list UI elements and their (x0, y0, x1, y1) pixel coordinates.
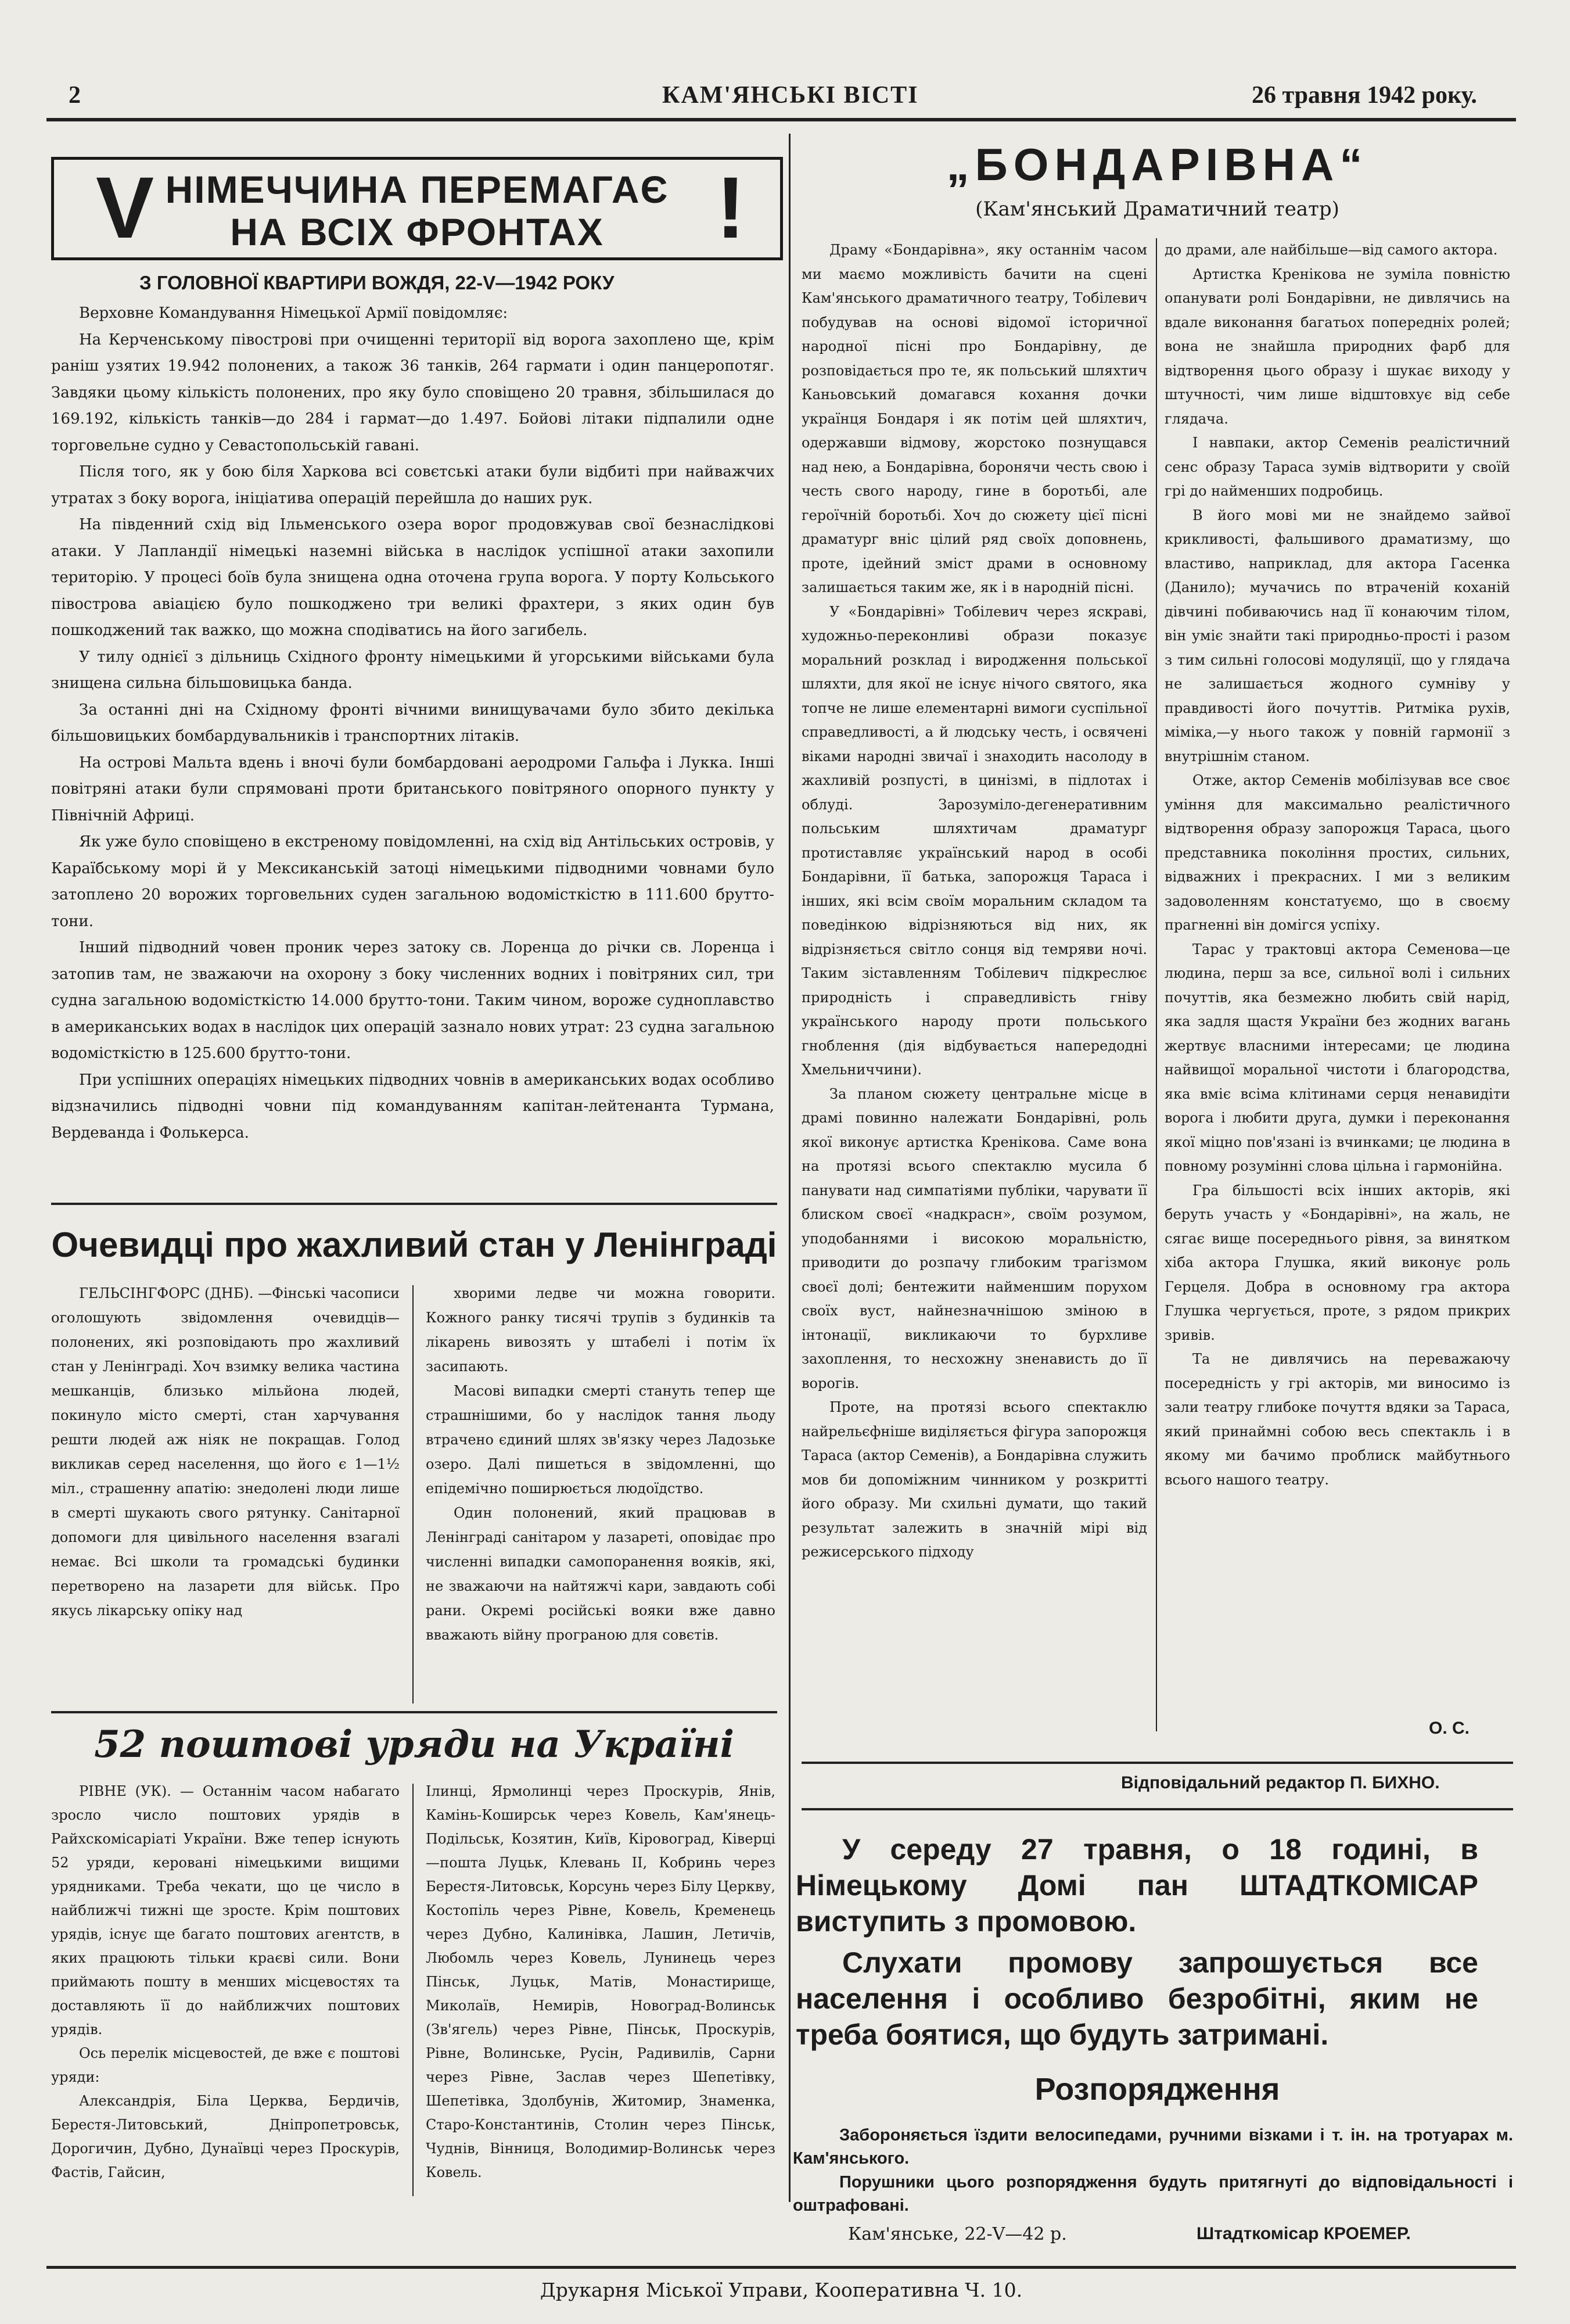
printer-imprint: Друкарня Міської Управи, Кооперативна Ч. 10. (540, 2279, 1023, 2301)
post-paragraph: Александрія, Біла Церква, Бердичів, Берестя-Литовський, Дніпропетровськ, Дорогичин, Дубно, Дунаївці через Проскурів, Фастів, Гайсин, (51, 2093, 400, 2180)
center-column-rule (789, 134, 791, 2202)
post-headline: 52 поштові уряди на Україні (94, 1723, 734, 1766)
leningrad-paragraph: хворими ледве чи можна говорити. Кожного ранку тисячі трупів з будинків та лікарень вивозять у штабелі і потім їх засипають. (426, 1285, 775, 1375)
banner-box (51, 157, 783, 260)
theatre-paragraph: В його мові ми не знайдемо зайвої крикливості, фальшивого драматизму, що властиво, наприклад, для актора Гасенка (Данило); мучачись по втраченій коханій дівчині побиваючись над її конаючим тілом, він уміє знайти такі природньо-прості і разом з тим сильні голосові модуляції, що у глядача не залишається жодного сумніву у правдивості його почуттів. Ритміка рухів, міміка,—у нього також у повній гармонії з внутрішнім станом. (1165, 507, 1510, 765)
theatre-paragraph: Тарас у трактовці актора Семенова—це людина, перш за все, сильної волі і сильних почуттів, яка безмежно любить свій нарід, яка задля щастя України без жодних вагань жертвує власними інтересами; це людина найвищої моральної чистоти і благородства, яка вміє всіма клітинами серця ненавидіти ворога і любити друга, думки і переконання якої міцно пов'язані із вчинками; це людина в повному розумінні слова цільна і гармонійна. (1165, 941, 1510, 1174)
orders-ban: Забороняється їздити велосипедами, ручними візками і т. ін. на тротуарах м. Кам'янського. (793, 2126, 1513, 2168)
column-rule (412, 1285, 414, 1703)
post-paragraph: РІВНЕ (УК). — Останнім часом набагато зросло число поштових урядів в Райхскомісаріаті України. Вже тепер існують 52 уряди, керовані німецькими вищими урядниками. Треба чекати, що це число в найближчі тижні ще зросте. Крім поштових урядів, існує ще багато поштових агентств, в яких працюють тільки краєві сили. Вони приймають пошту в менших місцевостях та доставляють її до найближчих поштових урядів. (51, 1783, 400, 2038)
post-col-2 (426, 1780, 775, 2185)
leningrad-col-1 (51, 1281, 400, 1623)
banner-line-1: НІМЕЧЧИНА ПЕРЕМАГАЄ (165, 168, 669, 211)
theatre-paragraph: Та не дивлячись на переважаючу посередність у грі акторів, ми виносимо із зали театру глибоке почуття вдяки за Тараса, який принаймні собою весь спектакль і в якому ми бачимо проблиск майбутнього всього нашого театру. (1165, 1351, 1510, 1488)
orders-title: Розпорядження (1034, 2072, 1280, 2107)
divider (51, 1711, 777, 1713)
issue-date: 26 травня 1942 року. (1252, 82, 1477, 109)
banner-line-2: НА ВСІХ ФРОНТАХ (230, 210, 604, 253)
post-paragraph: Ось перелік місцевостей, де вже є поштові уряди: (51, 2045, 400, 2085)
report-paragraph: На південний схід від Ільменського озера ворог продовжував свої безнаслідкові атаки. У Лапландії німецькі наземні війська в наслідок успішної атаки захопили територію. У процесі боїв була знищена одна оточена група ворога. У порту Кольського півострова авіацією було пошкоджено три великі фрахтери, з яких один був пошкоджений так важко, що можна сподіватись на його загибель. (51, 516, 774, 639)
divider (51, 1203, 777, 1205)
orders-penalty: Порушники цього розпорядження будуть притягнуті до відповідальності і оштрафовані. (793, 2173, 1513, 2215)
report-paragraph: Як уже було сповіщено в екстреному повідомленні, на схід від Антільських островів, у Караїбському морі й у Мексиканській затоці німецькими підводними човнами було затоплено 20 ворожих торговельних суден загальною водомісткістю в 111.600 брутто-тони. (51, 833, 774, 930)
theatre-col-2 (1165, 238, 1510, 1492)
report-paragraph: На Керченському півострові при очищенні території від ворога захоплено ще, крім раніш узятих 19.942 полонених, а також 36 танків, 264 гармати і один панцеропотяг. Завдяки цьому кількість полонених, про яку було сповіщено 20 травня, збільшилася до 169.192, кількість танків—до 284 і гармат—до 1.497. Бойові літаки підпалили одне торговельне судно у Севастопольській гавані. (51, 331, 774, 454)
theatre-paragraph: Проте, на протязі всього спектаклю найрельєфніше виділяється фігура запорожця Тараса (актор Семенів), а Бондарівна служить мов би допоміжним чинником у розкритті його образу. Ми схильні думати, що такий результат залежить в значній мірі від режисерського підходу (802, 1399, 1147, 1560)
theatre-paragraph: Драму «Бондарівна», яку останнім часом ми маємо можливість бачити на сцені Кам'янського драматичного театру, Тобілевич побудував на основі відомої історичної народної пісні про Бондарівну, де розповідається про те, як польський шляхтич Каньовський домагався кохання дочки українця Бондаря і як потім цей шляхтич, одержавши відмову, жорстоко познущався над нею, а Бондарівна, боронячи честь свою і честь свого народу, гине в боротьбі, але героїчній боротьбі. Хоч до сюжету цієї пісні драматург вніс цілий ряд своїх доповнень, проте, ідейний зміст драми в основному залишається таким же, як і в народній пісні. (802, 242, 1147, 596)
leningrad-paragraph: Масові випадки смерті стануть тепер ще страшнішими, бо у наслідок тання льоду втрачено єдиний шлях зв'язку через Ладозьке озеро. Далі пишеться в звідомленні, що епідемічно поширюється людоїдство. (426, 1383, 775, 1497)
header-rule (46, 118, 1516, 121)
theatre-paragraph: Отже, актор Семенів мобілізував все своє уміння для максимально реалістичного відтворення образу запорожця Тараса, цього представника покоління простих, сильних, відважних і прекрасних. І ми з великим задоволенням констатуємо, що в своєму прагненні він домігся успіху. (1165, 772, 1510, 933)
theatre-paragraph: І навпаки, актор Семенів реалістичний сенс образу Тараса зумів відтворити у своїй грі до найменших подробиць. (1165, 435, 1510, 499)
newspaper-title: КАМ'ЯНСЬКІ ВІСТІ (662, 82, 919, 109)
column-rule (1156, 238, 1157, 1731)
orders-signature: Штадткомісар КРОЕМЕР. (1197, 2224, 1411, 2243)
report-paragraph: При успішних операціях німецьких підводних човнів в американських водах особливо відзначились підводні човни під командуванням капітан-лейтенанта Турмана, Вердеванда і Фолькерса. (51, 1071, 774, 1142)
orders-place-date: Кам'янське, 22-V—42 р. (848, 2224, 1067, 2244)
post-col-1 (51, 1780, 400, 2185)
leningrad-col-2 (426, 1281, 775, 1647)
theatre-subtitle: (Кам'янський Драматичний театр) (975, 198, 1339, 221)
theatre-paragraph: до драми, але найбільше—від самого актора. (1165, 242, 1498, 258)
column-rule (412, 1784, 414, 2196)
post-paragraph: Ілинці, Ярмолинці через Проскурів, Янів, Камінь-Коширськ через Ковель, Кам'янець-Подільськ, Козятин, Київ, Кіровоград, Ківерці—пошта Луцьк, Клевань II, Кобринь через Берестя-Литовськ, Корсунь через Білу Церкву, Костопіль через Рівне, Ковель, Кременець через Дубно, Калинівка, Лашин, Летичів, Любомль через Ковель, Лунинець через Пінськ, Луцьк, Матів, Монастирище, Миколаїв, Немирів, Новоград-Волинськ (Зв'ягель) через Рівне, Пінськ, Проскурів, Рівне, Волинське, Русін, Радивилів, Сарни через Рівне, Заслав через Шепетівку, Шепетівка, Здолбунів, Житомир, Знаменка, Старо-Константинів, Столин через Пінськ, Чуднів, Вінниця, Володимир-Волинськ через Ковель. (426, 1783, 775, 2180)
report-paragraph: Верховне Командування Німецької Армії повідомляє: (79, 304, 508, 322)
theatre-paragraph: Гра більшості всіх інших акторів, які беруть участь у «Бондарівні», на жаль, не сягає вище посереднього рівня, за винятком хіба актора Глушка, який виконує роль Герцеля. Добра в основному гра актора Глушка чергується, проте, з рядом прикрих зривів. (1165, 1182, 1510, 1343)
report-paragraph: У тилу однієї з дільниць Східного фронту німецькими й угорськими військами була знищена сильна більшовицька банда. (51, 648, 774, 692)
leningrad-paragraph: ГЕЛЬСІНГФОРС (ДНБ). —Фінські часописи оголошують звідомлення очевидців—полонених, які розповідають про жахливий стан у Ленінграді. Хоч взимку велика частина мешканців, близько мільйона людей, покинуло місто смерті, стан харчування решти людей аж ніяк не покращав. Голод викликав серед населення, що його є 1—1½ міл., страшенну апатію: знедолені люди лише в смерті шукають свого рятунку. Санітарної допомоги для цивільного населення взагалі немає. Всі школи та громадські будинки перетворено на лазарети для військ. Про якусь лікарську опіку над (51, 1285, 400, 1619)
leningrad-headline: Очевидці про жахливий стан у Ленінграді (51, 1225, 777, 1264)
footer-rule (46, 2266, 1516, 2269)
theatre-col-1 (802, 238, 1147, 1565)
report-headline: З ГОЛОВНОЇ КВАРТИРИ ВОЖДЯ, 22-V—1942 РОКУ (139, 272, 615, 293)
announcement-invitation: Слухати промову запрошується все населення і особливо безробітні, яким не треба боятися, що будуть затримані. (796, 1946, 1478, 2051)
banner-v-mark: V (96, 159, 155, 256)
theatre-paragraph: У «Бондарівні» Тобілевич через яскраві, художньо-переконливі образи показує моральний розклад і виродження польської шляхти, для якої не існує нічого святого, яка топче не лише елементарні вимоги суспільної справедливості, а й людську честь, і освячені віками народні звичаї і знаходить насолоду в жахливій розпусті, в цинізмі, в підлотах і облуді. Зарозуміло-дегенеративним польським шляхтичам драматург протиставляє український народ в особі Бондарівни, її батька, запорожця Тараса і інших, які всім своїм моральним складом та поведінкою відрізняються від них, як відрізняється світло сонця від темряви ночі. Таким зіставленням Тобілевич підкреслює природність і справедливість гніву українського народу проти польського гноблення (дія відбувається напередодні Хмельниччини). (802, 603, 1147, 1078)
divider (802, 1808, 1513, 1810)
report-paragraph: За останні дні на Східному фронті вічними винищувачами було збито декілька більшовицьких бомбардувальників і транспортних літаків. (51, 701, 774, 745)
announcement-speech: У середу 27 травня, о 18 годині, в Німецькому Домі пан ШТАДТКОМІСАР виступить з промовою. (796, 1833, 1478, 1938)
theatre-signature: О. С. (1429, 1719, 1470, 1738)
editor-credit: Відповідальний редактор П. БИХНО. (1121, 1773, 1440, 1792)
leningrad-paragraph: Один полонений, який працював в Ленінграді санітаром у лазареті, оповідає про численні випадки самопоранення вояків, які, не зважаючи на найтяжчі кари, завдають собі рани. Окремі російські вояки вже давно вважають війну програною для совєтів. (426, 1505, 775, 1643)
theatre-paragraph: Артистка Кренікова не зуміла повністю опанувати ролі Бондарівни, не дивлячись на вдале виконання багатьох попередніх ролей; вона не знайшла природних фарб для відтворення цього образу і шукає виходу у штучності, чим лише відштовхує від себе глядача. (1165, 266, 1510, 427)
theatre-paragraph: За планом сюжету центральне місце в драмі повинно належати Бондарівні, роль якої виконує артистка Кренікова. Саме вона на протязі всього спектаклю мусила б панувати над симпатіями публіки, чарувати її блиском своєї «надкрасн», своїм розумом, уподобаннями і високою моральністю, приводити до розпачу глибоким трагізмом своєї долі; бентежити найменшим порухом своїх вуст, найнезначнішою зміною в інтонації, викликаючи то бурхливе захоплення, то несхожну зненависть до її ворогів. (802, 1085, 1147, 1391)
report-body (51, 300, 774, 1146)
theatre-headline: „БОНДАРІВНА“ (946, 139, 1368, 190)
divider (802, 1762, 1513, 1764)
page-number: 2 (69, 82, 81, 109)
report-paragraph: Після того, як у бою біля Харкова всі совєтські атаки були відбиті при найважчих утратах з боку ворога, ініціатива операцій перейшла до наших рук. (51, 463, 774, 507)
report-paragraph: Інший підводний човен проник через затоку св. Лоренца до річки св. Лоренца і затопив там, не зважаючи на охорону з боку численних водних і повітряних сил, три судна загальною водомісткістю 14.000 брутто-тони. Таким чином, вороже судноплавство в американських водах в наслідок цих операцій зазнало нових утрат: 23 судна загальною водомісткістю в 125.600 брутто-тони. (51, 939, 774, 1062)
report-paragraph: На острові Мальта вдень і вночі були бомбардовані аеродроми Гальфа і Лукка. Інші повітряні атаки були спрямовані проти британського повітряного опорного пункту у Північній Африці. (51, 754, 774, 824)
banner-exclamation: ! (716, 159, 745, 256)
